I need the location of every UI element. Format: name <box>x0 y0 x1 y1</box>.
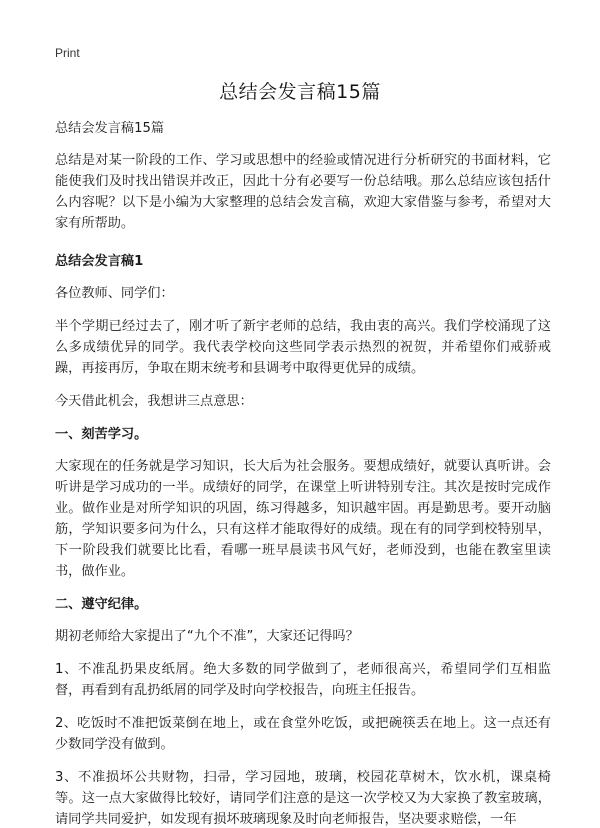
point-1-body: 大家现在的任务就是学习知识，长大后为社会服务。要想成绩好，就要认真听讲。会听讲是学习成功的一半。成绩好的同学，在课堂上听讲特别专注。其次是按时完成作业。做作业是对所学知识的巩固，练习得越多，知识越牢固。再是勤思考。要开动脑筋，学知识要多问为什么，只有这样才能取得好的成绩。现在有的同学到校特别早，下一阶段我们就要比比看，看哪一班早晨读书风气好，老师没到，也能在教室里读书，做作业。 <box>55 459 551 579</box>
section-heading: 总结会发言稿1 <box>55 254 144 269</box>
point-2-intro: 期初老师给大家提出了“九个不准”，大家还记得吗？ <box>55 629 359 644</box>
point-2-heading: 二、遵守纪律。 <box>55 597 148 612</box>
intro-paragraph: 总结是对某一阶段的工作、学习或思想中的经验或情况进行分析研究的书面材料，它能使我们及时找出错误并改正，因此十分有必要写一份总结哦。那么总结应该包括什么内容呢？以下是小编为大家整理的总结会发言稿，欢迎大家借鉴与参考，希望对大家有所帮助。 <box>55 153 551 231</box>
rule-2: 2、吃饭时不准把饭菜倒在地上，或在食堂外吃饭，或把碗筷丢在地上。这一点还有少数同学没有做到。 <box>55 716 551 752</box>
rule-1: 1、不准乱扔果皮纸屑。绝大多数的同学做到了，老师很高兴，希望同学们互相监督，再看到有乱扔纸屑的同学及时向学校报告，向班主任报告。 <box>55 662 551 698</box>
print-label[interactable]: Print <box>55 46 80 60</box>
document-body <box>55 118 551 828</box>
greeting-paragraph: 各位教师、同学们： <box>55 286 174 301</box>
rule-3: 3、不准损坏公共财物，扫帚，学习园地，玻璃，校园花草树木，饮水机，课桌椅等。这一点大家做得比较好，请同学们注意的是这一次学校又为大家换了教室玻璃，请同学共同爱护，如发现有损坏玻璃现象及时向老师报告，坚决要求赔偿，一年 <box>55 770 551 827</box>
paragraph-1: 半个学期已经过去了，刚才听了新宇老师的总结，我由衷的高兴。我们学校涌现了这么多成绩优异的同学。我代表学校向这些同学表示热烈的祝贺，并希望你们戒骄戒躁，再接再厉，争取在期末统考和县调考中取得更优异的成绩。 <box>55 319 551 376</box>
point-1-heading: 一、刻苦学习。 <box>55 427 148 442</box>
paragraph-2: 今天借此机会，我想讲三点意思： <box>55 394 253 409</box>
document-subtitle: 总结会发言稿15篇 <box>55 121 165 136</box>
document-title: 总结会发言稿15篇 <box>219 81 381 103</box>
